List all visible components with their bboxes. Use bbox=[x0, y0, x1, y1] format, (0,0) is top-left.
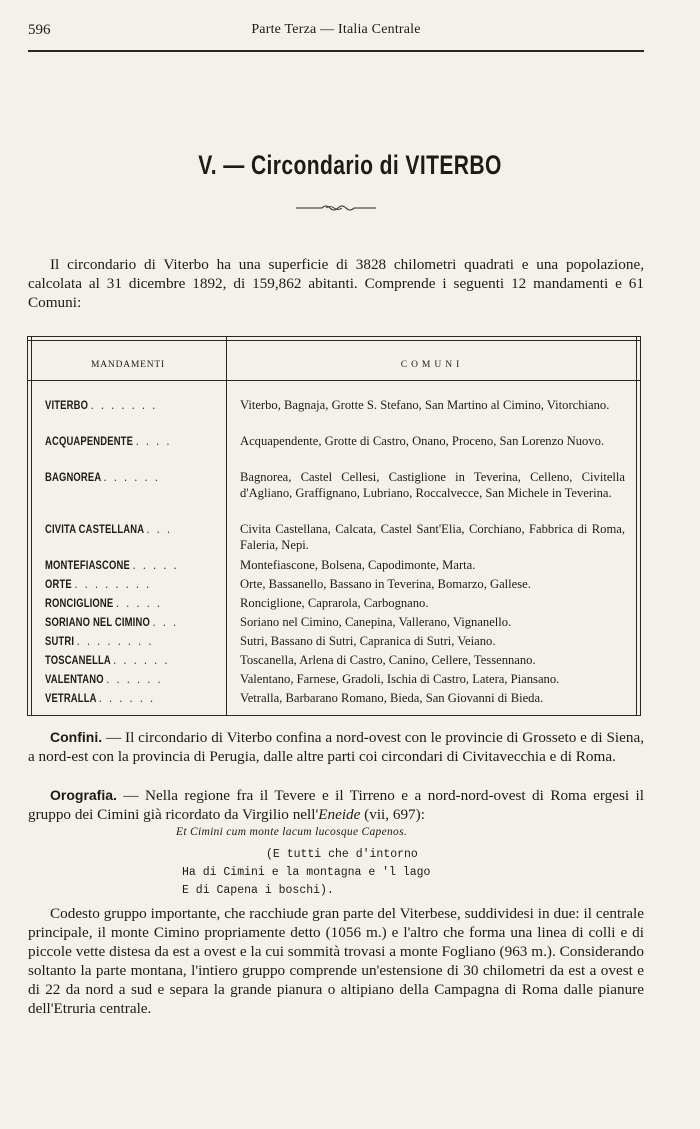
table-right-border bbox=[640, 336, 641, 716]
eneide-reference: (vii, 697): bbox=[360, 806, 425, 823]
orografia-label: Orografia. bbox=[50, 787, 117, 803]
orografia-text: — Nella regione fra il Tevere e il Tirreno e a nord-nord-ovest di Roma ergesi il gruppo dei Cimini già ricordato da Virgilio nell' bbox=[28, 787, 644, 823]
table-left-border-inner bbox=[31, 336, 32, 716]
comuni-list: Ronciglione, Caprarola, Carbognano. bbox=[240, 596, 429, 610]
confini-paragraph bbox=[28, 728, 644, 766]
table-header-rule bbox=[27, 380, 641, 381]
comuni-list: Civita Castellana, Calcata, Castel Sant'Elia, Corchiano, Fabbrica di Roma, Faleria, Nepi. bbox=[240, 522, 625, 552]
intro-paragraph: Il circondario di Viterbo ha una superficie di 3828 chilometri quadrati e una popolazione, calcolata al 31 dicembre 1892, di 159,862 abitanti. Comprende i seguenti 12 mandamenti e 61 Comuni: bbox=[28, 256, 644, 311]
mandamento-name: SORIANO NEL CIMINO . . . bbox=[45, 614, 179, 629]
table-column-divider bbox=[226, 336, 227, 716]
table-top-rule bbox=[27, 336, 641, 337]
header-rule bbox=[28, 50, 644, 52]
page-number: 596 bbox=[28, 22, 51, 38]
comuni-list: Sutri, Bassano di Sutri, Capranica di Sutri, Veiano. bbox=[240, 634, 496, 648]
table-left-border bbox=[27, 336, 28, 716]
comuni-list: Bagnorea, Castel Cellesi, Castiglione in Teverina, Celleno, Civitella d'Agliano, Graffignano, Lubriano, Roccalvecce, San Michele in Teverina. bbox=[240, 470, 625, 500]
running-title: Parte Terza — Italia Centrale bbox=[251, 22, 421, 37]
mandamento-name: VALENTANO . . . . . . bbox=[45, 671, 163, 686]
verse-line: E di Capena i boschi). bbox=[182, 884, 334, 897]
comuni-list: Montefiascone, Bolsena, Capodimonte, Marta. bbox=[240, 558, 476, 572]
mandamento-name: RONCIGLIONE . . . . . bbox=[45, 595, 163, 610]
comuni-list: Vetralla, Barbarano Romano, Bieda, San Giovanni di Bieda. bbox=[240, 691, 544, 705]
mandamento-name: ACQUAPENDENTE . . . . bbox=[45, 433, 172, 448]
mandamento-name: CIVITA CASTELLANA . . . bbox=[45, 521, 173, 536]
column-header-mandamenti: MANDAMENTI bbox=[91, 360, 165, 370]
verse-line: (E tutti che d'intorno bbox=[266, 848, 418, 861]
verse-line: Ha di Cimini e la montagna e 'l lago bbox=[182, 866, 431, 879]
mandamenti-table bbox=[27, 336, 641, 716]
comuni-list: Soriano nel Cimino, Canepina, Vallerano, Vignanello. bbox=[240, 615, 512, 629]
table-bottom-rule bbox=[27, 715, 641, 716]
comuni-list: Viterbo, Bagnaja, Grotte S. Stefano, San Martino al Cimino, Vitorchiano. bbox=[240, 398, 610, 412]
comuni-list: Toscanella, Arlena di Castro, Canino, Cellere, Tessennano. bbox=[240, 653, 536, 667]
table-top-rule-inner bbox=[27, 340, 641, 341]
page-header bbox=[28, 22, 644, 40]
mandamento-name: SUTRI . . . . . . . . bbox=[45, 633, 154, 648]
comuni-list: Orte, Bassanello, Bassano in Teverina, Bomarzo, Gallese. bbox=[240, 577, 531, 591]
mandamento-name: VITERBO . . . . . . . bbox=[45, 397, 158, 412]
mandamento-name: TOSCANELLA . . . . . . bbox=[45, 652, 170, 667]
latin-verse: Et Cimini cum monte lacum lucosque Capenos. bbox=[176, 826, 408, 838]
confini-text: — Il circondario di Viterbo confina a nord-ovest con le provincie di Grosseto e di Siena, a nord-est con la provincia di Perugia, dalle altre parti coi circondari di Civitavecchia e di Roma. bbox=[28, 729, 644, 765]
chapter-title: V. — Circondario di VITERBO bbox=[198, 150, 502, 180]
orografia-paragraph bbox=[28, 786, 644, 824]
closing-paragraph: Codesto gruppo importante, che racchiude gran parte del Viterbese, suddividesi in due: il centrale principale, il monte Cimino propriamente detto (1056 m.) e l'altro che forma una linea di colli e di piccole vette distesa da est a ovest e la cui sommità trovasi a monte Fogliano (963 m.). Considerando soltanto la parte montana, l'intiero gruppo comprende un'estensione di 30 chilometri da est a ovest e di 22 da nord a sud e separa la grande pianura o altipiano della Campagna di Roma dalle pianure dell'Etruria centrale. bbox=[28, 905, 644, 1017]
mandamento-name: MONTEFIASCONE . . . . . bbox=[45, 557, 179, 572]
eneide-title: Eneide bbox=[318, 806, 361, 823]
mandamento-name: VETRALLA . . . . . . bbox=[45, 690, 156, 705]
mandamento-name: ORTE . . . . . . . . bbox=[45, 576, 152, 591]
confini-label: Confini. bbox=[50, 729, 103, 745]
comuni-list: Acquapendente, Grotte di Castro, Onano, Proceno, San Lorenzo Nuovo. bbox=[240, 434, 605, 448]
ornament-divider-icon bbox=[296, 201, 376, 215]
comuni-list: Valentano, Farnese, Gradoli, Ischia di Castro, Latera, Piansano. bbox=[240, 672, 560, 686]
mandamento-name: BAGNOREA . . . . . . bbox=[45, 469, 161, 484]
table-right-border-inner bbox=[636, 336, 637, 716]
column-header-comuni: COMUNI bbox=[400, 360, 464, 370]
